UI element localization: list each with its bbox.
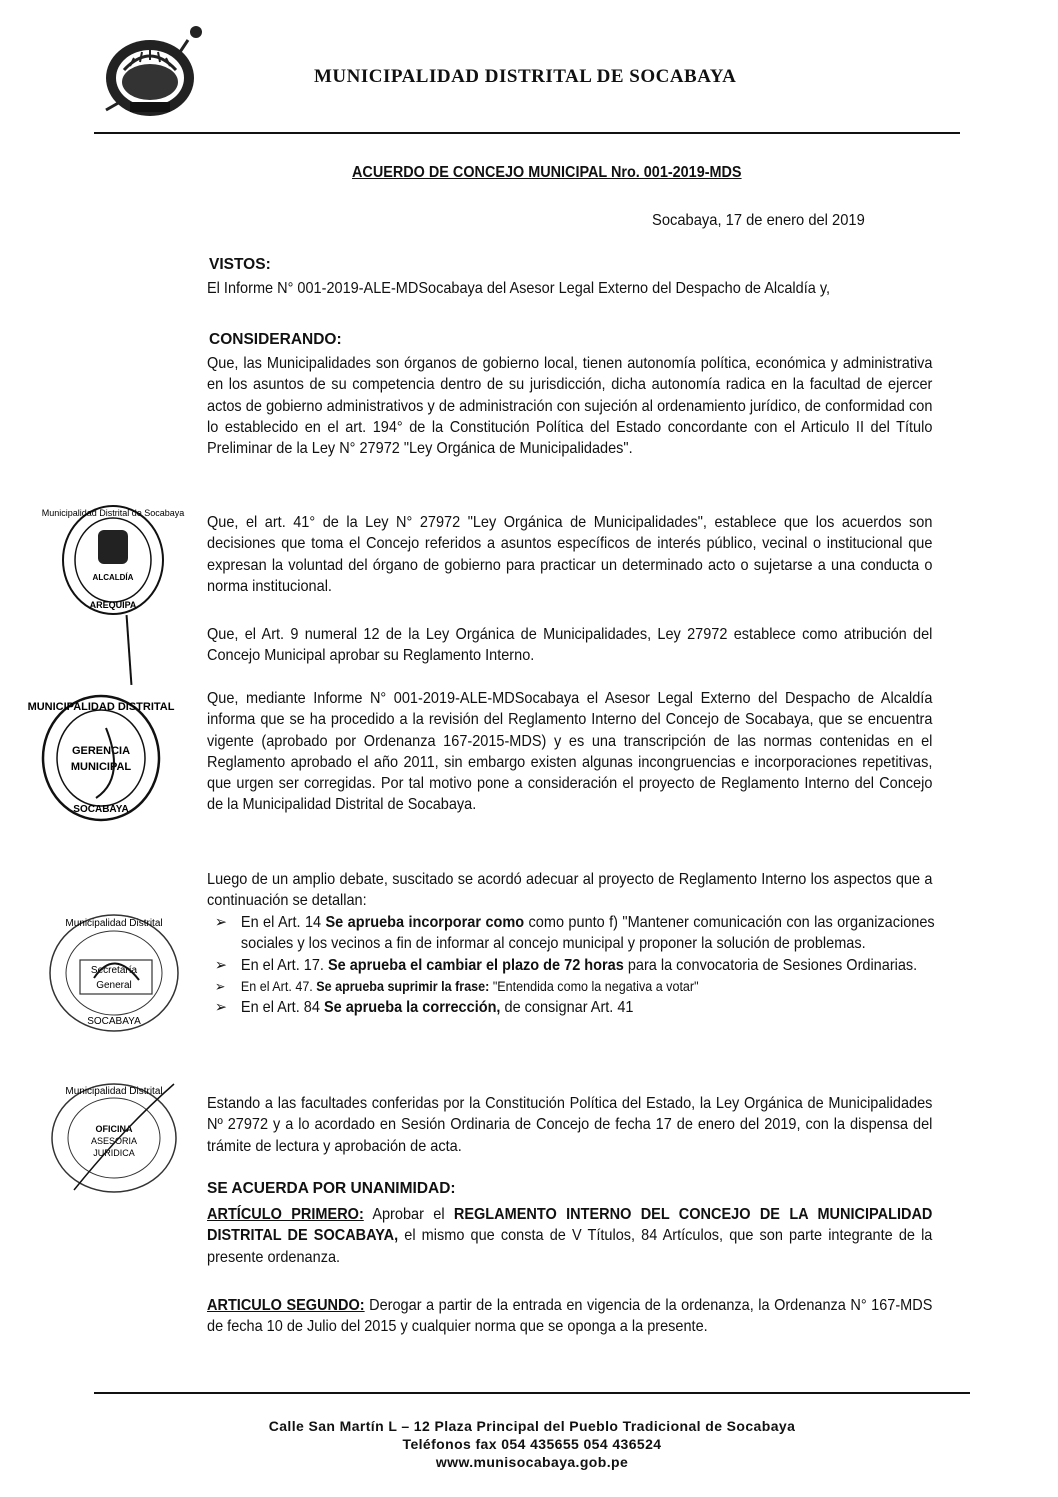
list-item: ➢ En el Art. 84 Se aprueba la corrección, de consignar Art. 41 — [213, 997, 935, 1018]
signature-stroke — [126, 615, 133, 685]
svg-text:Municipalidad Distrital: Municipalidad Distrital — [65, 918, 163, 929]
municipal-seal-logo — [100, 22, 210, 122]
svg-text:Secretaría: Secretaría — [90, 965, 138, 976]
bullet-list — [213, 912, 935, 1018]
considerando-paragraph-3: Que, el Art. 9 numeral 12 de la Ley Orgánica de Municipalidades, Ley 27972 establece como atribución del Concejo Municipal aprobar su Reglamento Interno. — [207, 626, 933, 665]
arrow-bullet-icon: ➢ — [214, 999, 228, 1017]
considerando-heading: CONSIDERANDO: — [209, 331, 342, 348]
articulo-primero-label: ARTÍCULO PRIMERO: — [207, 1206, 364, 1223]
articulo-segundo-label: ARTICULO SEGUNDO: — [207, 1297, 365, 1314]
acuerda-heading: SE ACUERDA POR UNANIMIDAD: — [207, 1180, 456, 1197]
considerando-paragraph-2: Que, el art. 41° de la Ley N° 27972 "Ley Orgánica de Municipalidades", establece que los acuerdos son decisiones que toma el Concejo referidos a asuntos específicos de interés público, vecinal o institucional que expresan la voluntad del órgano de gobierno para practicar un determinado acto o sujetarse a una conducta o norma institucional. — [207, 514, 933, 595]
stamp-asesoria-juridica — [44, 1078, 184, 1198]
svg-text:ASESORIA: ASESORIA — [90, 1136, 138, 1146]
footer-address: Calle San Martín L – 12 Plaza Principal del Pueblo Tradicional de Socabaya — [268, 1418, 796, 1434]
vistos-text: El Informe N° 001-2019-ALE-MDSocabaya del Asesor Legal Externo del Despacho de Alcaldía y, — [207, 280, 831, 297]
footer-website[interactable]: www.munisocabaya.gob.pe — [435, 1454, 629, 1470]
stamp-alcaldia — [41, 500, 185, 620]
document-date: Socabaya, 17 de enero del 2019 — [652, 212, 865, 229]
svg-text:MUNICIPAL: MUNICIPAL — [70, 761, 132, 773]
footer-phones: Teléfonos fax 054 435655 054 436524 — [402, 1436, 662, 1452]
vistos-heading: VISTOS: — [209, 256, 271, 273]
svg-text:MUNICIPALIDAD DISTRITAL: MUNICIPALIDAD DISTRITAL — [27, 701, 175, 713]
svg-text:SOCABAYA: SOCABAYA — [73, 804, 129, 815]
considerando-paragraph-1: Que, las Municipalidades son órganos de gobierno local, tienen autonomía política, económica y administrativa en los asuntos de su competencia dentro de su jurisdicción, dicha autonomía radica en la facultad de ejercer actos de gobierno administrativos y de administración con sujeción al ordenamiento jurídico, de conformidad con lo establecido en el art. 194° de la Constitución Política del Estado concordante con el Articulo II del Título Preliminar de la Ley N° 27972 "Ley Orgánica de Municipalidades". — [207, 355, 933, 458]
stamp-gerencia — [27, 688, 175, 828]
svg-text:GERENCIA: GERENCIA — [71, 745, 131, 757]
arrow-bullet-icon: ➢ — [214, 956, 228, 974]
header-divider — [94, 132, 960, 134]
svg-text:Municipalidad Distrital: Municipalidad Distrital — [65, 1086, 163, 1097]
stamp-secretaria — [44, 908, 184, 1038]
svg-text:JURIDICA: JURIDICA — [93, 1148, 135, 1158]
municipality-name: MUNICIPALIDAD DISTRITAL DE SOCABAYA — [314, 66, 737, 87]
articulo-segundo: ARTICULO SEGUNDO: Derogar a partir de la entrada en vigencia de la ordenanza, la Ordenanza N° 167-MDS de fecha 10 de Julio del 2015 y cualquier norma que se oponga a la presente. — [207, 1297, 933, 1336]
svg-text:Municipalidad Distrital de Soc: Municipalidad Distrital de Socabaya — [41, 508, 185, 518]
footer-divider — [94, 1392, 970, 1394]
facultades-paragraph: Estando a las facultades conferidas por la Constitución Política del Estado, la Ley Orgánica de Municipalidades Nº 27972 y a lo acordado en Sesión Ordinaria de Concejo de fecha 17 de enero del 2019, con la dispensa del trámite de lectura y aprobación de acta. — [207, 1095, 933, 1155]
list-item: ➢ En el Art. 14 Se aprueba incorporar como como punto f) "Mantener comunicación con las organizaciones sociales y los vecinos a fin de informar al concejo municipal y proponer la solución de problemas. — [214, 914, 935, 953]
svg-text:ALCALDÍA: ALCALDÍA — [92, 573, 134, 582]
svg-text:SOCABAYA: SOCABAYA — [87, 1016, 141, 1027]
arrow-bullet-icon: ➢ — [214, 914, 228, 931]
document-title: ACUERDO DE CONCEJO MUNICIPAL Nro. 001-2019-MDS — [352, 164, 742, 181]
considerando-paragraph-5: Luego de un amplio debate, suscitado se acordó adecuar al proyecto de Reglamento Interno los aspectos que a continuación se detallan: — [207, 871, 933, 910]
list-item: ➢ En el Art. 17. Se aprueba el cambiar el plazo de 72 horas para la convocatoria de Sesiones Ordinarias. — [213, 955, 935, 976]
svg-text:AREQUIPA: AREQUIPA — [89, 600, 137, 610]
list-item: ➢ En el Art. 47. Se aprueba suprimir la frase: "Entendida como la negativa a votar" — [213, 976, 935, 997]
considerando-paragraph-4: Que, mediante Informe N° 001-2019-ALE-MDSocabaya el Asesor Legal Externo del Despacho de Alcaldía informa que se ha procedido a la revisión del Reglamento Interno del Concejo de Socabaya, que se encuentra vigente (aprobado por Ordenanza 167-2015-MDS) y es una transcripción de las normas contenidas en el Reglamento aprobado el año 2011, sin embargo existen algunas incongruencias e incorporaciones repetitivas, que urgen ser corregidas. Por tal motivo pone a consideración el proyecto de Reglamento Interno del Concejo de la Municipalidad Distrital de Socabaya. — [207, 690, 933, 814]
arrow-bullet-icon: ➢ — [214, 978, 226, 994]
svg-text:General: General — [96, 980, 132, 991]
svg-text:OFICINA: OFICINA — [95, 1124, 133, 1134]
articulo-primero: ARTÍCULO PRIMERO: Aprobar el REGLAMENTO INTERNO DEL CONCEJO DE LA MUNICIPALIDAD DISTRITAL DE SOCABAYA, el mismo que consta de V Títulos, 84 Artículos, que son parte integrante de la presente ordenanza. — [207, 1206, 933, 1266]
